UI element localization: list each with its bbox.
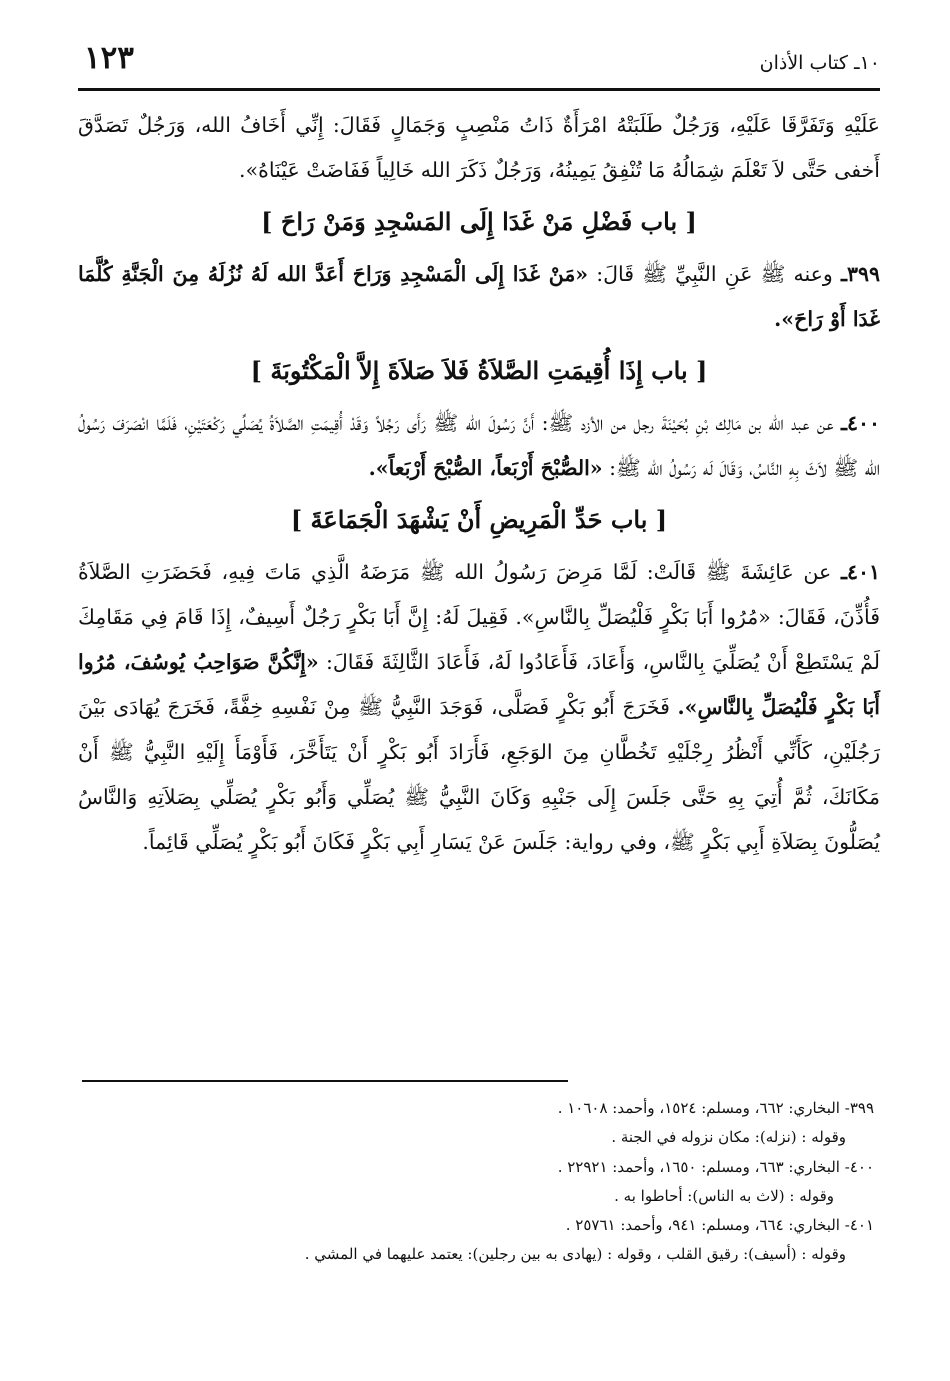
hadith-401	[78, 550, 880, 865]
chapter-title: [ باب حَدِّ الْمَرِيضِ أَنْ يَشْهَدَ الْجَمَاعَةَ ]	[290, 505, 668, 534]
footnote-gloss: وقوله : (أسيف): رقيق القلب ، وقوله : (يهادى به بين رجلين): يعتمد عليهما في المشي .	[304, 1245, 846, 1264]
chapter-title: [ باب فَضْلِ مَنْ غَدَا إِلَى المَسْجِدِ وَمَنْ رَاحَ ]	[261, 207, 697, 236]
hadith-tail: فَخَرَجَ أَبُو بَكْرٍ فَصَلَّى، فَوَجَدَ النَّبِيُّ ﷺ مِنْ نَفْسِهِ خِفَّةً، فَخَرَجَ يُهَادَى بَيْنَ رَجُلَيْنِ، كَأَنِّي أَنْظُرُ رِجْلَيْهِ تَخُطَّانِ مِنَ الوَجَعِ، فَأَرَادَ أَبُو بَكْرٍ أَنْ يَتَأَخَّرَ، فَأَوْمَأَ إِلَيْهِ النَّبِيُّ ﷺ أَنْ مَكَانَكَ، ثُمَّ أُتِيَ بِهِ حَتَّى جَلَسَ إِلَى جَنْبِهِ وَكَانَ النَّبِيُّ ﷺ يُصَلِّي وَأَبُو بَكْرٍ يُصَلِّي بِصَلاَتِهِ وَالنَّاسُ يُصَلُّونَ بِصَلاَةِ أَبِي بَكْرٍ ﷺ، وفي رواية: جَلَسَ عَنْ يَسَارِ أَبِي بَكْرٍ فَكَانَ أَبُو بَكْرٍ يُصَلِّي قَائِماً.	[78, 695, 880, 854]
hadith-isnad: عن عَائِشَةَ ﷺ قَالَتْ: لَمَّا مَرِضَ رَسُولُ الله ﷺ مَرَضَهُ الَّذِي مَاتَ فِيهِ، فَحَضَرَتِ الصَّلاَةُ فَأُذِّنَ، فَقَالَ: «مُرُوا أَبَا بَكْرٍ فَلْيُصَلِّ بِالنَّاسِ». فَقِيلَ لَهُ: إِنَّ أَبَا بَكْرٍ رَجُلٌ أَسِيفٌ، إِذَا قَامَ فِي مَقَامِكَ لَمْ يَسْتَطِعْ أَنْ يُصَلِّيَ بِالنَّاسِ، وَأَعَادَ، فَأَعَادُوا لَهُ، فَأَعَادَ الثَّالِثَةَ فَقَالَ:	[78, 560, 880, 674]
footnote-reference: ٤٠٠- البخاري: ٦٦٣، ومسلم: ١٦٥٠، وأحمد: ٢٢٩٢١ .	[557, 1157, 874, 1176]
hadith-quote: «إِنَّكُنَّ صَوَاحِبُ يُوسُفَ، مُرُوا أَبَا بَكْرٍ فَلْيُصَلِّ بِالنَّاسِ».	[78, 650, 880, 719]
continued-hadith-text: عَلَيْهِ وَتَفَرَّقَا عَلَيْهِ، وَرَجُلٌ طَلَبَتْهُ امْرَأَةٌ ذَاتُ مَنْصِبٍ وَجَمَالٍ فَقَالَ: إِنِّي أَخَافُ الله، وَرَجُلٌ تَصَدَّقَ أَخفى حَتَّى لاَ تَعْلَمَ شِمَالُهُ مَا تُنْفِقُ يَمِينُهُ، وَرَجُلٌ ذَكَرَ الله خَالِياً فَفَاضَتْ عَيْنَاهُ».	[78, 113, 880, 182]
footnote-divider	[82, 1080, 568, 1082]
footnotes	[94, 1094, 874, 1270]
page-number: ١٢٣	[84, 40, 134, 76]
page-header	[78, 30, 880, 91]
chapter-title: [ باب إِذَا أُقِيمَتِ الصَّلاَةُ فَلاَ صَلاَةَ إِلاَّ الْمَكْتُوبَةَ ]	[250, 356, 708, 385]
footnote-reference: ٤٠١- البخاري: ٦٦٤، ومسلم: ٩٤١، وأحمد: ٢٥٧٦١ .	[565, 1216, 874, 1235]
hadith-isnad: وعنه ﷺ عَنِ النَّبِيِّ ﷺ قَالَ:	[588, 262, 841, 286]
hadith-number: ٤٠٠ـ	[840, 411, 880, 435]
hadith-number: ٤٠١ـ	[840, 560, 880, 584]
hadith-isnad: عن عبد الله بن مَالِك بْنِ بُحَيْنَةَ رجل من الأزد ﷺ: أَنَّ رَسُولَ الله ﷺ رَأَى رَجُلاً وَقَدْ أُقِيمَتِ الصَّلاَةُ يُصَلِّي رَكْعَتَيْنِ، فَلَمَّا انْصَرَفَ رَسُولُ الله ﷺ لاَثَ بِهِ النَّاسُ، وَقَالَ لَه رَسُولُ الله ﷺ:	[78, 411, 880, 480]
footnote-gloss: وقوله : (لاث به الناس): أحاطوا به .	[614, 1186, 834, 1205]
footnote-reference: ٣٩٩- البخاري: ٦٦٢، ومسلم: ١٥٢٤، وأحمد: ١٠٦٠٨ .	[557, 1099, 874, 1117]
hadith-quote: «مَنْ غَدَا إِلَى الْمَسْجِدِ وَرَاحَ أَعَدَّ الله لَهُ نُزُلَهُ مِنَ الْجَنَّةِ كُلَّمَا غَدَا أَوْ رَاحَ».	[78, 262, 880, 331]
running-title: ١٠ـ كتاب الأذان	[759, 52, 880, 74]
book-page	[78, 30, 880, 1360]
hadith-399	[78, 252, 880, 342]
hadith-400	[78, 401, 880, 491]
hadith-quote: «الصُّبْحَ أَرْبَعاً، الصُّبْحَ أَرْبَعاً».	[368, 456, 603, 480]
hadith-number: ٣٩٩ـ	[840, 262, 881, 286]
footnote-gloss: وقوله : (نزله): مكان نزوله في الجنة .	[611, 1128, 846, 1147]
